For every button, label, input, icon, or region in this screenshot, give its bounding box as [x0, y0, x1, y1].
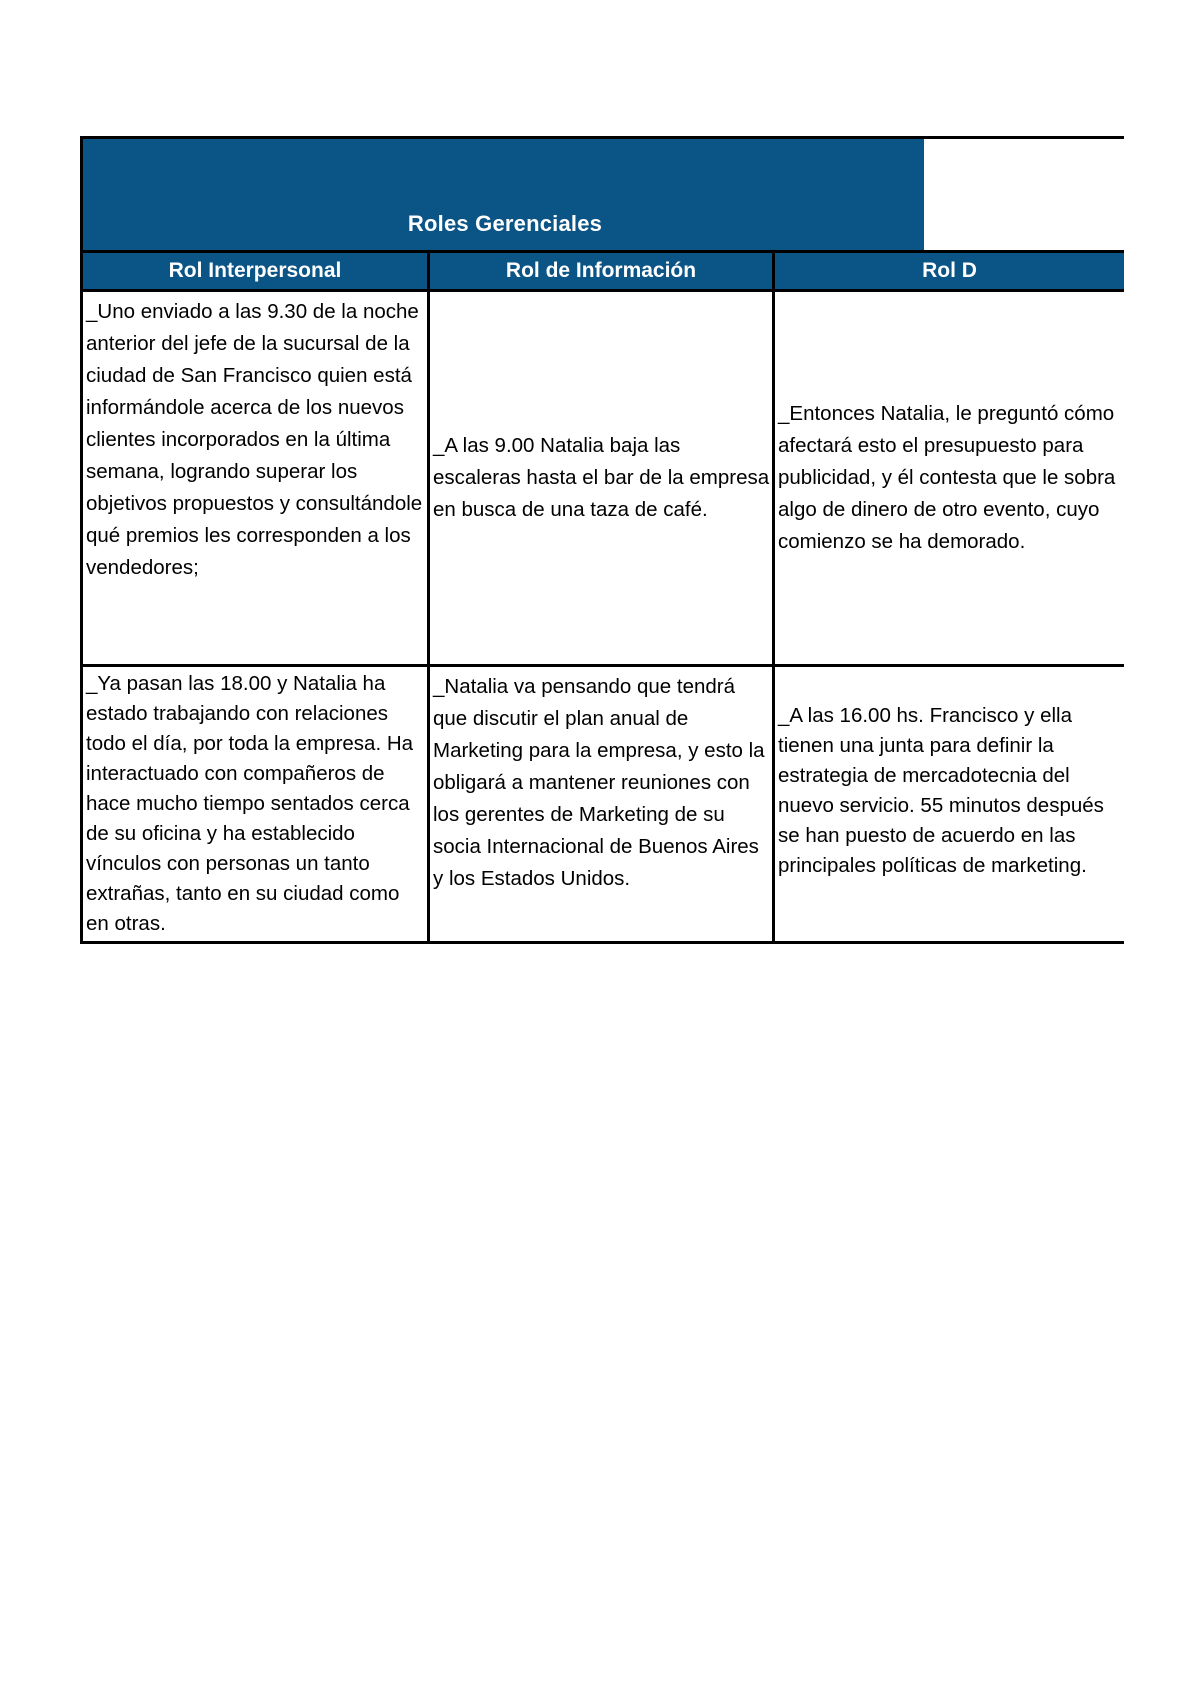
top-border-line [924, 136, 1124, 139]
table-title-banner [80, 136, 924, 250]
column-header-decisorio: Rol D [922, 259, 977, 282]
table-row [80, 292, 1124, 667]
table-title: Roles Gerenciales [407, 211, 603, 236]
cell-text: _A las 16.00 hs. Francisco y ella tienen una junta para definir la estrategia de mercadotecnia del nuevo servicio. 55 minutos después se han puesto de acuerdo en las principales políticas de marketing. [778, 704, 1104, 877]
cell-text: _Natalia va pensando que tendrá que discutir el plan anual de Marketing para la empresa, y esto la obligará a mantener reuniones con los gerentes de Marketing de su socia Internacional de Buenos Aires y los Estados Unidos. [433, 675, 765, 890]
table-cell-interpersonal [80, 667, 430, 941]
table-cell-decisorio [775, 292, 1124, 664]
column-header-interpersonal: Rol Interpersonal [80, 253, 430, 289]
table-cell-informacion [430, 667, 775, 941]
cell-text: _A las 9.00 Natalia baja las escaleras hasta el bar de la empresa en busca de una taza de café. [433, 434, 770, 521]
table-row [80, 667, 1124, 944]
column-header-informacion: Rol de Información [430, 253, 775, 289]
cell-text: _Ya pasan las 18.00 y Natalia ha estado trabajando con relaciones todo el día, por toda la empresa. Ha interactuado con compañeros de hace mucho tiempo sentados cerca de su oficina y ha establecido vínculos con personas un tanto extrañas, tanto en su ciudad como en otras. [86, 672, 414, 935]
table-cell-interpersonal [80, 292, 430, 664]
column-header-row [80, 250, 1124, 292]
table-cell-informacion [430, 292, 775, 664]
table-cell-decisorio [775, 667, 1124, 941]
roles-table [80, 136, 1124, 944]
cell-text: _Entonces Natalia, le preguntó cómo afectará esto el presupuesto para publicidad, y él contesta que le sobra algo de dinero de otro evento, cuyo comienzo se ha demorado. [778, 402, 1116, 553]
cell-text: _Uno enviado a las 9.30 de la noche anterior del jefe de la sucursal de la ciudad de San Francisco quien está informándole acerca de los nuevos clientes incorporados en la última semana, logrando superar los objetivos propuestos y consultándole qué premios les corresponden a los vendedores; [86, 300, 423, 579]
